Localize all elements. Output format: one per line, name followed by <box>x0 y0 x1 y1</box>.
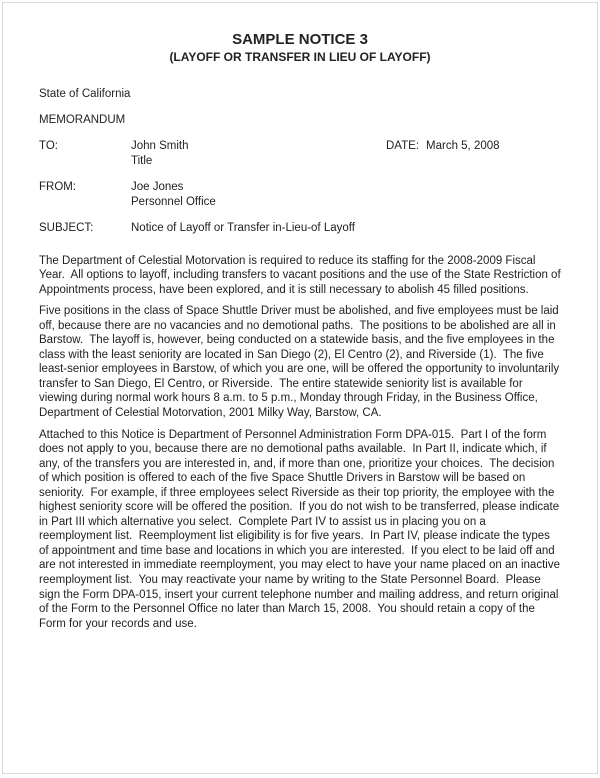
to-value <box>131 139 386 168</box>
subject-label: SUBJECT: <box>39 222 94 234</box>
document-subtitle: (LAYOFF OR TRANSFER IN LIEU OF LAYOFF) <box>169 50 431 64</box>
state-line: State of California <box>39 88 131 100</box>
date-field <box>386 139 561 168</box>
to-row <box>39 139 561 168</box>
memorandum-label: MEMORANDUM <box>39 113 126 126</box>
to-name: John Smith <box>131 140 189 152</box>
from-label: FROM: <box>39 181 77 193</box>
document-body <box>39 254 564 632</box>
paragraph-3: Attached to this Notice is Department of Personnel Administration Form DPA-015. Part I of the form does not apply to you, because there are no demotional paths available. In Part II, indicate which, if any, of the transfers you are interested in, and, if more than one, prioritize your choices. The decision of which position is offered to each of the five Space Shuttle Drivers in Barstow will be based on seniority. For example, if three employees select Riverside as their top priority, the employee with the highest seniority score will be offered the position. If you do not wish to be transferred, please indicate in Part III which alternative you select. Complete Part IV to assist us in placing you on a reemployment list. Reemployment list eligibility is for five years. In Part IV, please indicate the types of appointment and time base and locations in which you are interested. If you elect to be laid off and are not interested in immediate reemployment, you may elect to have your name placed on an inactive reemployment list. You may reactivate your name by writing to the State Personnel Board. Please sign the Form DPA-015, insert your current telephone number and mailing address, and return original of the Form to the Personnel Office no later than March 15, 2008. You should retain a copy of the Form for your records and use. <box>39 428 564 630</box>
to-title: Title <box>131 154 153 167</box>
date-value: March 5, 2008 <box>426 140 500 152</box>
from-row <box>39 180 561 209</box>
from-name: Joe Jones <box>131 181 184 193</box>
document-header <box>39 31 561 65</box>
from-value <box>131 180 386 209</box>
date-label: DATE: <box>386 140 420 152</box>
document-title: SAMPLE NOTICE 3 <box>232 31 368 48</box>
paragraph-1: The Department of Celestial Motorvation is required to reduce its staffing for the 2008-2009 Fiscal Year. All options to layoff, including transfers to vacant positions and the use of the State Restriction of Appointments process, have been explored, and it is still necessary to abolish 45 filled positions. <box>39 254 564 296</box>
subject-value: Notice of Layoff or Transfer in-Lieu-of Layoff <box>131 222 355 234</box>
paragraph-2: Five positions in the class of Space Shuttle Driver must be abolished, and five employees must be laid off, because there are no vacancies and no demotional paths. The positions to be abolished are all in Barstow. The layoff is, however, being conducted on a statewide basis, and the five employees in the class with the least seniority are located in San Diego (2), El Centro (2), and Riverside (1). The five least-senior employees in Barstow, of which you are one, will be offered the opportunity to involuntarily transfer to San Diego, El Centro, or Riverside. The entire statewide seniority list is available for viewing during normal work hours 8 a.m. to 5 p.m., Monday through Friday, in the Business Office, Department of Celestial Motorvation, 2001 Milky Way, Barstow, CA. <box>39 305 563 419</box>
from-office: Personnel Office <box>131 195 216 208</box>
subject-row <box>39 221 561 236</box>
document-page <box>2 2 598 774</box>
to-label: TO: <box>39 140 58 152</box>
